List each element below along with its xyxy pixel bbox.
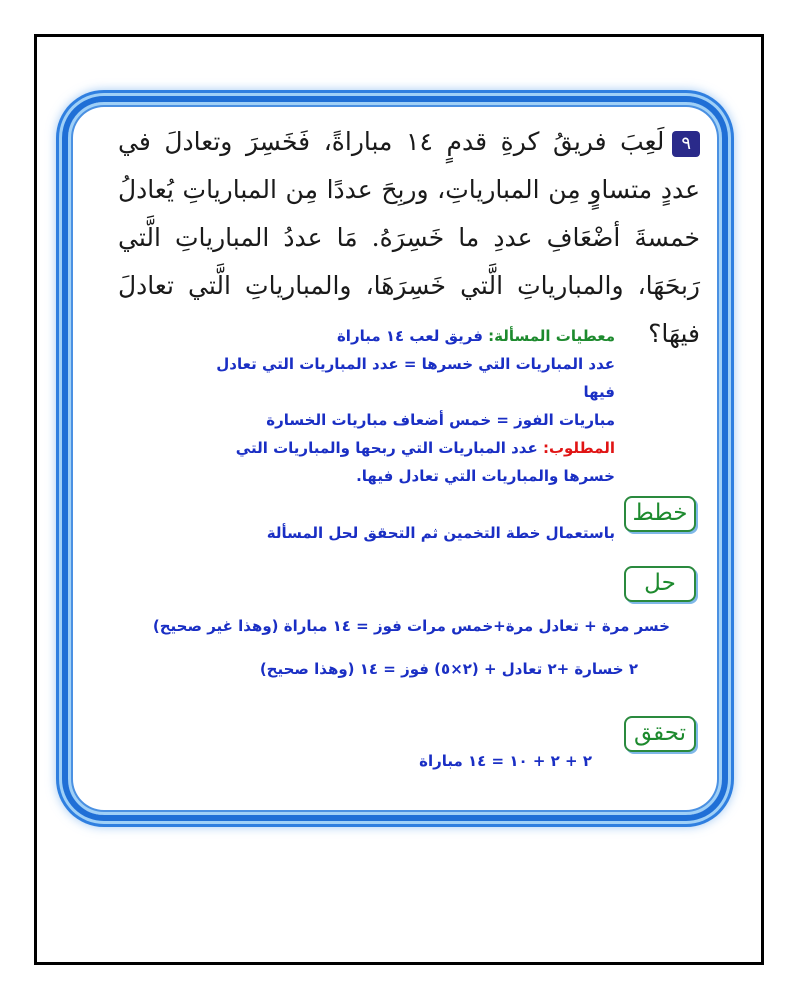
check-text: ٢ + ٢ + ١٠ = ١٤ مباراة [419,752,592,770]
required-text: عدد المباريات التي ربحها والمباريات التي خسرها والمباريات التي تعادل فيها. [235,439,615,485]
given-line-2: عدد المباريات التي خسرها = عدد المباريات التي تعادل فيها [216,355,615,401]
problem-text: لَعِبَ فريقُ كرةِ قدمٍ ١٤ مباراةً، فَخَسِرَ وتعادلَ في عددٍ متساوٍ مِن المبارياتِ، وربِحَ عددًا مِن المبارياتِ يُعادلُ خمسةَ أضْعَافِ عددِ ما خَسِرَهُ. مَا عددُ المبارياتِ الَّتي رَبحَهَا، والمبارياتِ الَّتي خَسِرَهَا، والمبارياتِ الَّتي تعادلَ فيهَا؟ [118,127,700,348]
required-label: المطلوب: [542,439,615,457]
required-line [180,434,615,490]
solution-line-2: ٢ خسارة +٢ تعادل + (٢×٥) فوز = ١٤ (وهذا صحيح) [259,660,638,678]
check-label: تحقق [624,716,696,752]
question-number-badge: ٩ [672,131,700,157]
given-section [180,322,615,490]
given-line-1-text: فريق لعب ١٤ مباراة [336,327,489,345]
given-label: معطيات المسألة: [488,327,615,345]
given-line-3: مباريات الفوز = خمس أضعاف مباريات الخسارة [266,411,615,429]
solve-label: حل [624,566,696,602]
solution-line-1: خسر مرة + تعادل مرة+خمس مرات فوز = ١٤ مباراة (وهذا غير صحيح) [152,617,670,635]
plan-text: باستعمال خطة التخمين ثم التحقق لحل المسألة [266,524,615,542]
given-line-1 [180,322,615,350]
plan-label: خطط [624,496,696,532]
